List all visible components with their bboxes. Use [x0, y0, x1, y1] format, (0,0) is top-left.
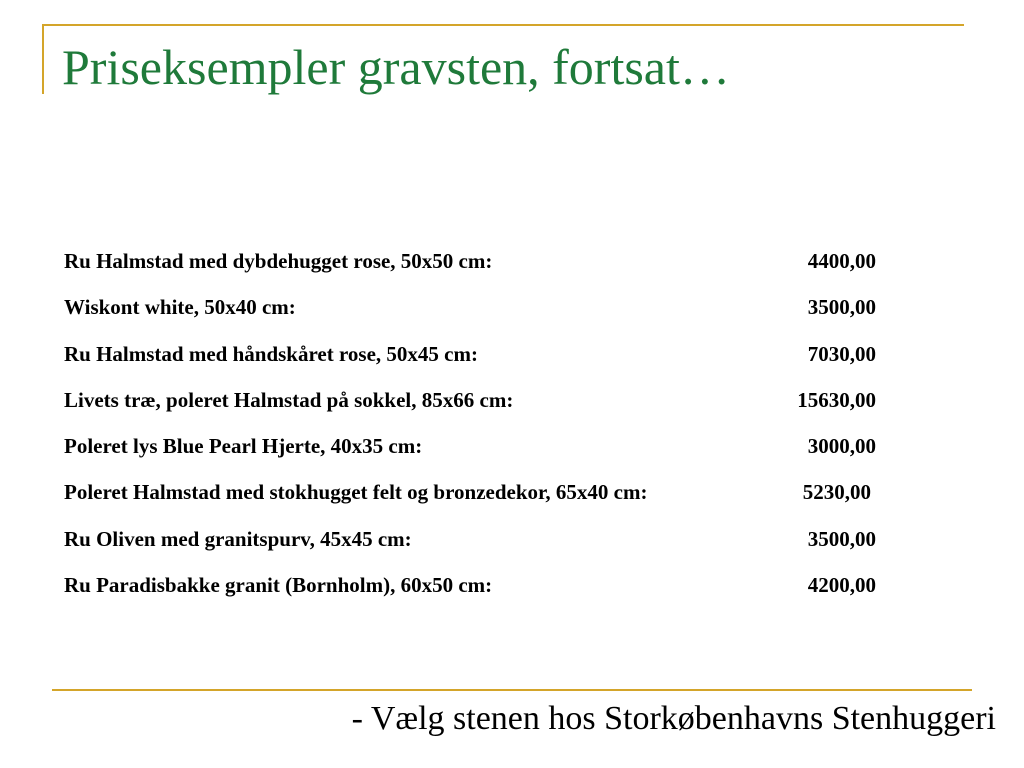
- price-description: Poleret Halmstad med stokhugget felt og bronzedekor, 65x40 cm:: [64, 480, 648, 505]
- price-description: Livets træ, poleret Halmstad på sokkel, 85x66 cm:: [64, 387, 514, 412]
- price-row: [64, 431, 894, 477]
- price-value: 4400,00: [807, 249, 876, 273]
- price-row: [64, 477, 894, 523]
- price-description: Wiskont white, 50x40 cm:: [64, 295, 296, 320]
- price-value: 3500,00: [807, 295, 876, 320]
- price-list: [64, 246, 894, 616]
- price-row: [64, 339, 894, 385]
- price-description: Ru Oliven med granitspurv, 45x45 cm:: [64, 526, 412, 551]
- price-row: [64, 246, 894, 292]
- price-value: 3500,00: [807, 526, 876, 551]
- price-row: [64, 524, 894, 570]
- price-row: [64, 570, 894, 616]
- price-value: 7030,00: [807, 341, 876, 366]
- price-value: 3000,00: [807, 434, 876, 459]
- bottom-divider: [52, 689, 972, 691]
- price-description: Ru Halmstad med håndskåret rose, 50x45 cm:: [64, 341, 478, 366]
- price-value: 4200,00: [807, 573, 876, 598]
- price-description: Ru Paradisbakke granit (Bornholm), 60x50 cm:: [64, 573, 493, 598]
- top-divider: [42, 24, 964, 26]
- price-description: Poleret lys Blue Pearl Hjerte, 40x35 cm:: [64, 434, 423, 459]
- price-value: 15630,00: [797, 387, 876, 412]
- price-description: Ru Halmstad med dybdehugget rose, 50x50 cm:: [64, 249, 493, 273]
- price-value: 5230,00: [802, 480, 871, 505]
- price-row: [64, 292, 894, 338]
- left-divider: [42, 24, 44, 94]
- slide-title: Priseksempler gravsten, fortsat…: [62, 39, 730, 95]
- price-row: [64, 385, 894, 431]
- footer-tagline: - Vælg stenen hos Storkøbenhavns Stenhuggeri: [351, 700, 996, 737]
